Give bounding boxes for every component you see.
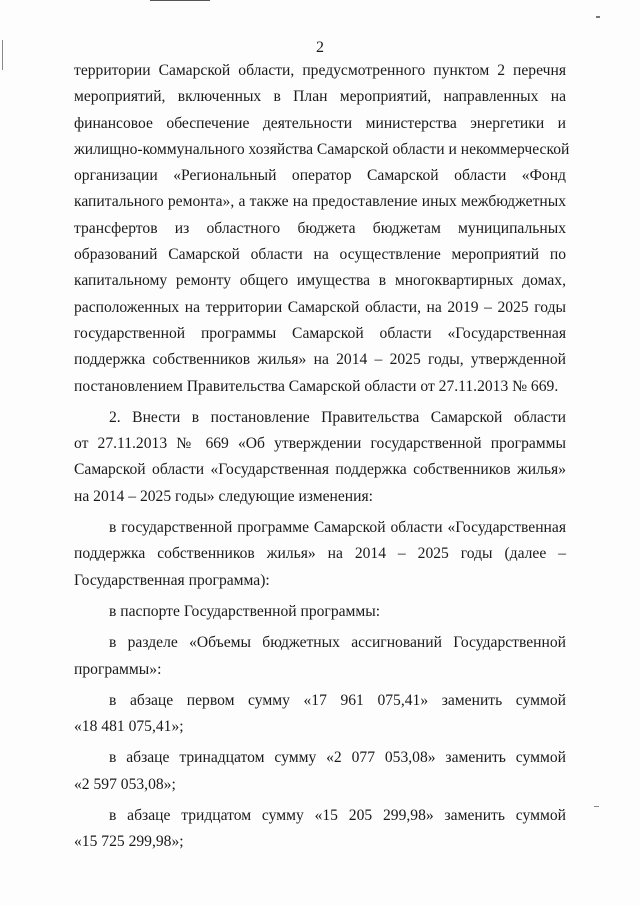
text-line: поддержка собственников жилья» на 2014 – 2025 годы (далее – — [74, 545, 566, 563]
paragraph — [74, 515, 566, 594]
text-line: государственной программы Самарской области «Государственная — [74, 324, 566, 342]
text-line: в абзаце тринадцатом сумму «2 077 053,08» заменить суммой — [109, 749, 566, 767]
text-line: Государственная программа): — [74, 571, 270, 589]
text-line: в государственной программе Самарской области «Государственная — [109, 519, 566, 537]
text-line: капитального ремонта», а также на предоставление иных межбюджетных — [74, 193, 566, 211]
text-line: финансовое обеспечение деятельности министерства энергетики и — [74, 114, 566, 132]
paragraph — [74, 630, 566, 683]
text-line: от 27.11.2013 № 669 «Об утверждении государственной программы — [74, 435, 566, 453]
text-line: организации «Региональный оператор Самарской области «Фонд — [74, 167, 566, 185]
text-line: 2. Внести в постановление Правительства Самарской области — [109, 408, 566, 426]
paragraph — [74, 599, 566, 625]
text-line: «18 481 075,41»; — [74, 718, 184, 736]
text-line: Самарской области «Государственная поддержка собственников жилья» — [74, 461, 566, 479]
text-line: мероприятий, включенных в План мероприятий, направленных на — [74, 88, 566, 106]
text-line: расположенных на территории Самарской области, на 2019 – 2025 годы — [74, 298, 566, 316]
text-line: в абзаце тридцатом сумму «15 205 299,98» заменить суммой — [109, 807, 566, 825]
text-line: трансфертов из областного бюджета бюджетам муниципальных — [74, 219, 566, 237]
text-line: жилищно-коммунального хозяйства Самарской области и некоммерческой — [74, 140, 570, 158]
text-line: в абзаце первом сумму «17 961 075,41» заменить суммой — [109, 691, 566, 709]
paragraph — [74, 58, 570, 400]
text-line: программы»: — [74, 660, 162, 678]
text-line: постановлением Правительства Самарской области от 27.11.2013 № 669. — [74, 377, 559, 395]
paragraph — [74, 405, 566, 510]
text-line: в паспорте Государственной программы: — [109, 602, 381, 620]
scan-artifact — [594, 806, 599, 807]
text-line: поддержка собственников жилья» на 2014 – 2025 годы, утвержденной — [74, 351, 566, 369]
text-line: в разделе «Объемы бюджетных ассигнований Государственной — [109, 634, 566, 652]
text-line: образований Самарской области на осуществление мероприятий по — [74, 246, 566, 264]
text-line: «2 597 053,08»; — [74, 775, 176, 793]
document-body — [74, 58, 570, 856]
text-line: капитальному ремонту общего имущества в многоквартирных домах, — [74, 272, 566, 290]
paragraph — [74, 688, 566, 741]
text-line: территории Самарской области, предусмотренного пунктом 2 перечня — [74, 62, 566, 79]
text-line: на 2014 – 2025 годы» следующие изменения: — [74, 487, 373, 505]
text-line: «15 725 299,98»; — [74, 833, 184, 851]
scan-artifact — [150, 0, 210, 1]
scan-artifact — [596, 16, 600, 18]
page-number: 2 — [316, 39, 324, 56]
paragraph — [74, 803, 566, 856]
paragraph — [74, 745, 566, 798]
